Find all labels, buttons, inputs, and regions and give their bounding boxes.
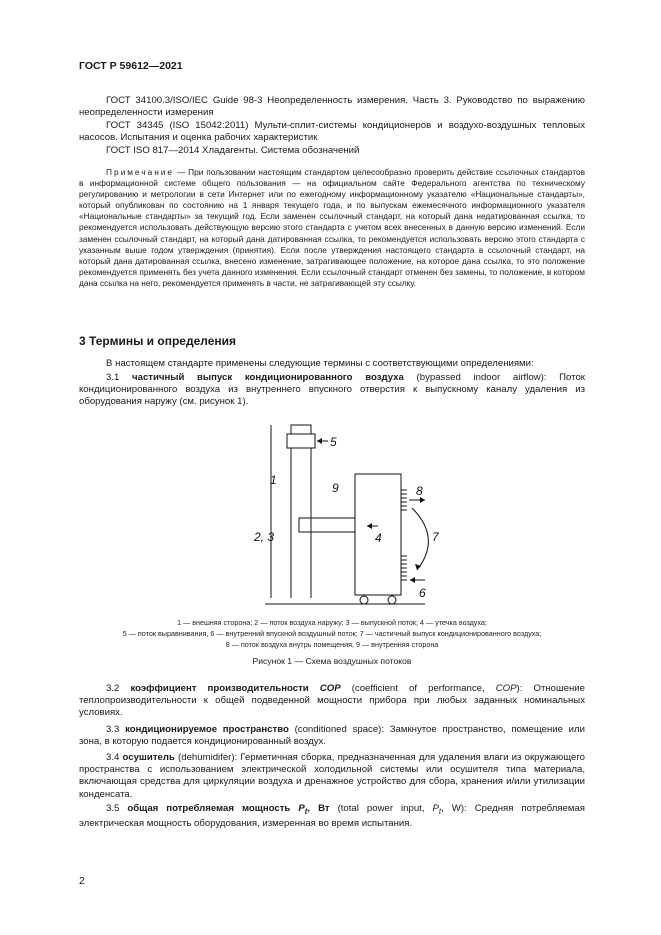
term-name: осушитель — [122, 752, 175, 763]
fig-label-1: 1 — [270, 473, 277, 487]
term-unit: , Вт — [307, 803, 330, 814]
reference-item: ГОСТ ISO 817—2014 Хладагенты. Система обозначений — [106, 145, 360, 156]
term-symbol-sub: t — [304, 806, 308, 816]
term-3-1 — [79, 372, 585, 409]
page-number: 2 — [79, 875, 85, 887]
reference-item: ГОСТ 34100.3/ISO/IEC Guide 98-3 Неопределенность измерения. Часть 3. Руководство по выражению неопределенности измерения — [79, 95, 585, 119]
reference-item: ГОСТ 34345 (ISO 15042:2011) Мульти-сплит-системы кондиционеров и воздухо-воздушных тепловых насосов. Испытания и оценка рабочих характеристик — [79, 120, 585, 144]
connection-duct — [299, 518, 355, 532]
term-number: 3.5 — [106, 803, 128, 814]
note-paragraph — [79, 167, 585, 289]
term-number: 3.3 — [106, 724, 126, 735]
term-3-5 — [79, 803, 585, 830]
term-abbrev: COP — [319, 683, 341, 694]
term-definition: (coefficient of performance, — [340, 683, 496, 694]
vent-ticks-bottom — [401, 556, 407, 580]
fig-label-2-3: 2, 3 — [254, 530, 275, 544]
term-name: частичный выпуск кондиционированного воздуха — [132, 372, 404, 383]
duct-cap — [287, 434, 315, 448]
term-3-4 — [79, 752, 585, 801]
fig-label-5: 5 — [330, 435, 337, 449]
fig-label-6: 6 — [419, 586, 426, 600]
fig-label-4: 4 — [375, 531, 382, 545]
section-intro: В настоящем стандарте применены следующие термины с соответствующими определениями: — [106, 358, 534, 369]
airflow-diagram — [220, 420, 460, 610]
duct-cap-top — [291, 425, 311, 434]
unit-wheel — [360, 596, 368, 604]
section-title: 3 Термины и определения — [79, 334, 237, 348]
term-symbol-en: P — [432, 803, 439, 814]
term-symbol-en-sub: t — [438, 806, 442, 816]
term-number: 3.2 — [106, 683, 131, 694]
term-3-2 — [79, 683, 585, 720]
unit-wheel — [388, 596, 396, 604]
term-symbol: P — [298, 803, 305, 814]
term-number: 3.1 — [106, 372, 133, 383]
figure-legend-line: 5 — поток выравнивания, 6 — внутренний впускной воздушный поток; 7 — частичный выпуск кондиционированного воздуха; — [122, 629, 542, 638]
term-definition: , W): Средняя потребляемая электрическая мощность оборудования, измеренная во время испытания. — [79, 803, 585, 830]
term-name: коэффициент производительности — [130, 683, 320, 694]
arrow-7 — [412, 508, 428, 570]
term-definition: (bypassed indoor airflow): Поток кондиционированного воздуха из внутреннего впускного отверстия к выпускному каналу удаления из оборудования наружу (см. рисунок 1). — [79, 372, 585, 408]
note-label: Примечание — [106, 167, 175, 177]
term-name: кондиционируемое пространство — [125, 724, 289, 735]
figure-legend-line: 1 — внешняя сторона; 2 — поток воздуха наружу; 3 — выпускной поток; 4 — утечка воздуха; — [177, 618, 487, 627]
term-definition: (conditioned space): Замкнутое пространство, помещение или зона, в которую подается кондиционированный воздух. — [79, 724, 585, 748]
term-name: общая потребляемая мощность — [127, 803, 299, 814]
term-definition: (total power input, — [329, 803, 433, 814]
vent-ticks-top — [401, 490, 407, 510]
term-abbrev-en: COP — [495, 683, 517, 694]
figure-caption: Рисунок 1 — Схема воздушных потоков — [252, 656, 412, 666]
fig-label-7: 7 — [432, 530, 439, 544]
note-text: — При пользовании настоящим стандартом целесообразно проверить действие ссылочных стандартов в информационной системе общего пользования — на официальном сайте Федерального агентства по техническому регулированию и метрологии в сети Интернет или по ежегодному информационному указателю «Национальные стандарты», который опубликован по состоянию на 1 января текущего года, и по выпускам ежемесячного информационного указателя «Национальные стандарты» за текущий год. Если заменен ссылочный стандарт, на который дана недатированная ссылка, то рекомендуется использовать действующую версию этого стандарта с учетом всех внесенных в данную версию изменений. Если заменен ссылочный стандарт, на который дана датированная ссылка, то рекомендуется использовать версию этого стандарта с указанным выше годом утверждения (принятия). Если после утверждения настоящего стандарта в ссылочный стандарт, на который дана датированная ссылка, внесено изменение, затрагивающее положение, на которое дана ссылка, то это положение рекомендуется применять без учета данного изменения. Если ссылочный стандарт отменен без замены, то положение, в котором дана ссылка на него, рекомендуется применять в части, не затрагивающей эту ссылку. — [79, 167, 585, 288]
term-definition: ): Отношение теплопроизводительности к общей подведенной мощности прибора при любых заданных номинальных условиях. — [79, 683, 585, 719]
fig-label-9: 9 — [332, 481, 339, 495]
term-3-3 — [79, 724, 585, 748]
term-number: 3.4 — [106, 752, 123, 763]
term-definition: (dehumidifer): Герметичная сборка, предназначенная для удаления влаги из окружающего пространства с использованием электрической холодильной системы или осушителя типа материала, включающая средства для циркуляции воздуха и дренажное устройство для сбора, хранения и/или утилизации конденсата. — [79, 752, 585, 800]
figure-legend-line: 8 — поток воздуха внутрь помещения, 9 — внутренняя сторона — [225, 640, 439, 649]
fig-label-8: 8 — [416, 484, 423, 498]
standard-header: ГОСТ Р 59612—2021 — [79, 60, 183, 72]
